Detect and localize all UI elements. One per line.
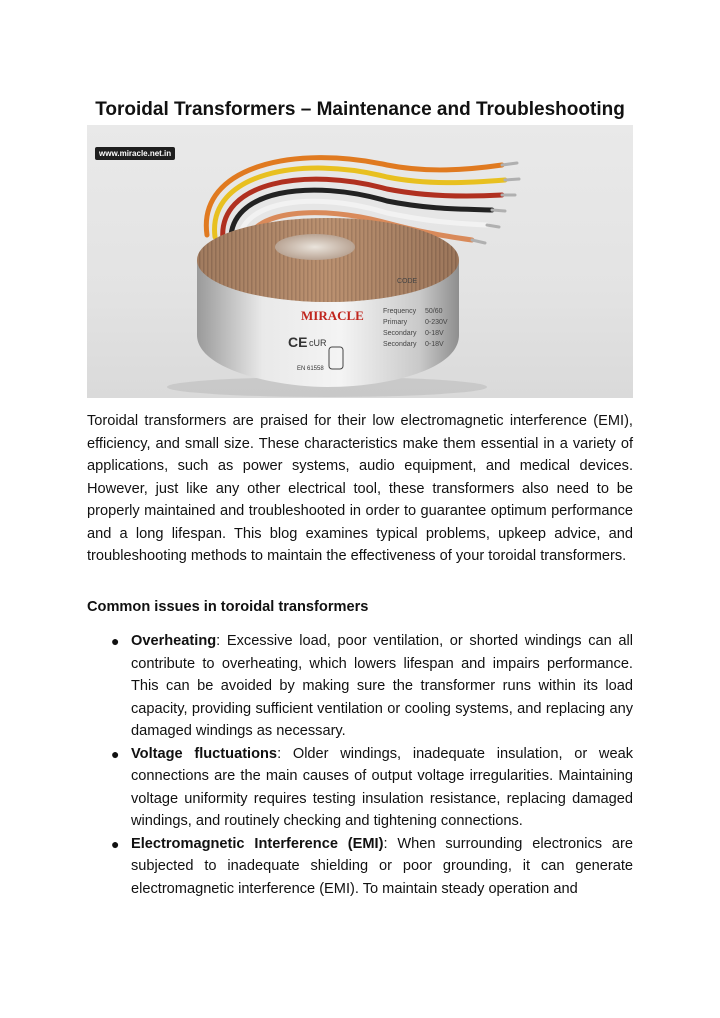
- label-line-1: Frequency: [383, 308, 417, 315]
- issue-text: : When surrounding electronics are subjected to inadequate shielding or poor grounding, it can generate electromagnetic interference (EMI). To maintain steady operation and: [131, 835, 633, 897]
- issues-list: [87, 630, 633, 900]
- issue-term: Electromagnetic Interference (EMI): [131, 835, 384, 852]
- issue-text: : Older windings, inadequate insulation, or weak connections are the main causes of output voltage irregularities. Maintaining voltage uniformity requires testing insulation resistance, replacing damaged windings, and routinely checking and tightening connections.: [131, 745, 633, 829]
- issue-text: : Excessive load, poor ventilation, or shorted windings can all contribute to overheating, which lowers lifespan and impairs performance. This can be avoided by making sure the transformer runs within its load capacity, providing sufficient ventilation or cooling systems, and replacing any damaged windings as necessary.: [131, 633, 633, 739]
- label-value-1: 50/60: [425, 308, 443, 315]
- section-heading: Common issues in toroidal transformers: [87, 599, 369, 615]
- code-label: CODE: [397, 278, 418, 285]
- watermark-badge: www.miracle.net.in: [95, 147, 175, 160]
- bullet-icon: ●: [111, 835, 120, 852]
- label-value-4: 0-18V: [425, 341, 444, 348]
- list-item: [87, 630, 633, 743]
- brand-logo: MIRACLE: [301, 308, 364, 323]
- list-item: [87, 833, 633, 901]
- ce-mark: CE: [288, 334, 308, 350]
- cert-text: EN 61558: [297, 366, 324, 372]
- issue-term: Voltage fluctuations: [131, 745, 278, 762]
- page-title: Toroidal Transformers – Maintenance and Troubleshooting: [95, 98, 625, 120]
- label-value-3: 0-18V: [425, 330, 444, 337]
- list-item: [87, 743, 633, 833]
- label-line-3: Secondary: [383, 330, 417, 337]
- intro-paragraph: Toroidal transformers are praised for their low electromagnetic interference (EMI), efficiency, and small size. These characteristics make them essential in a variety of applications, such as power systems, audio equipment, and medical devices. However, just like any other electrical tool, these transformers also need to be properly maintained and troubleshooted in order to guarantee optimum performance and a long lifespan. This blog examines typical problems, upkeep advice, and troubleshooting methods to maintain the effectiveness of your toroidal transformers.: [87, 413, 633, 564]
- transformer-image: [87, 125, 633, 398]
- label-value-2: 0-230V: [425, 319, 448, 326]
- ul-mark: cUR: [309, 338, 327, 348]
- bullet-icon: ●: [111, 633, 120, 649]
- toroidal-transformer-illustration: [87, 125, 633, 398]
- label-line-2: Primary: [383, 319, 408, 326]
- issue-term: Overheating: [131, 633, 217, 649]
- bullet-icon: ●: [111, 745, 120, 762]
- label-line-4: Secondary: [383, 341, 417, 348]
